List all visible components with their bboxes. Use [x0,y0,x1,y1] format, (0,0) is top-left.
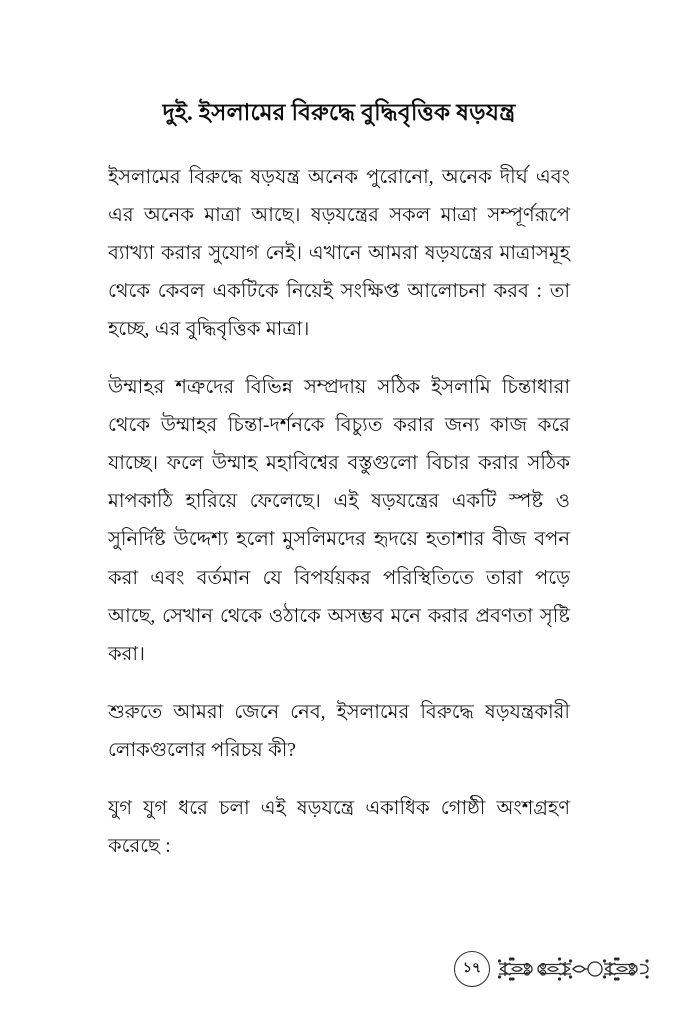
islamic-floral-divider-icon [497,951,657,987]
page-number-badge [454,951,490,987]
chapter-title: দুই. ইসলামের বিরুদ্ধে বুদ্ধিবৃত্তিক ষড়যন্ত্র [162,100,516,125]
page-content [108,96,570,866]
body-paragraph-2: উম্মাহর শত্রুদের বিভিন্ন সম্প্রদায় সঠিক ইসলামি চিন্তাধারা থেকে উম্মাহর চিন্তা-দর্শনকে বিচ্যুত করার জন্য কাজ করে যাচ্ছে। ফলে উম্মাহ মহাবিশ্বের বস্তুগুলো বিচার করার সঠিক মাপকাঠি হারিয়ে ফেলেছে। এই ষড়যন্ত্রের একটি স্পষ্ট ও সুনির্দিষ্ট উদ্দেশ্য হলো মুসলিমদের হৃদয়ে হতাশার বীজ বপন করা এবং বর্তমান যে বিপর্যয়কর পরিস্থিতিতে তারা পড়ে আছে, সেখান থেকে ওঠাকে অসম্ভব মনে করার প্রবণতা সৃষ্টি করা। [108,377,570,665]
page-number-label: ১৭ [462,961,482,976]
body-paragraph-1: ইসলামের বিরুদ্ধে ষড়যন্ত্র অনেক পুরোনো, অনেক দীর্ঘ এবং এর অনেক মাত্রা আছে। ষড়যন্ত্রের সকল মাত্রা সম্পূর্ণরূপে ব্যাখ্যা করার সুযোগ নেই। এখানে আমরা ষড়যন্ত্রের মাত্রাসমূহ থেকে কেবল একটিকে নিয়েই সংক্ষিপ্ত আলোচনা করব : তা হচ্ছে, এর বুদ্ধিবৃত্তিক মাত্রা। [108,167,570,341]
body-paragraph-4: যুগ যুগ ধরে চলা এই ষড়যন্ত্রে একাধিক গোষ্ঠী অংশগ্রহণ করেছে : [108,797,570,857]
page-footer [0,941,675,987]
footer-inner [454,951,657,987]
body-paragraph-3: শুরুতে আমরা জেনে নেব, ইসলামের বিরুদ্ধে ষড়যন্ত্রকারী লোকগুলোর পরিচয় কী? [108,701,570,761]
